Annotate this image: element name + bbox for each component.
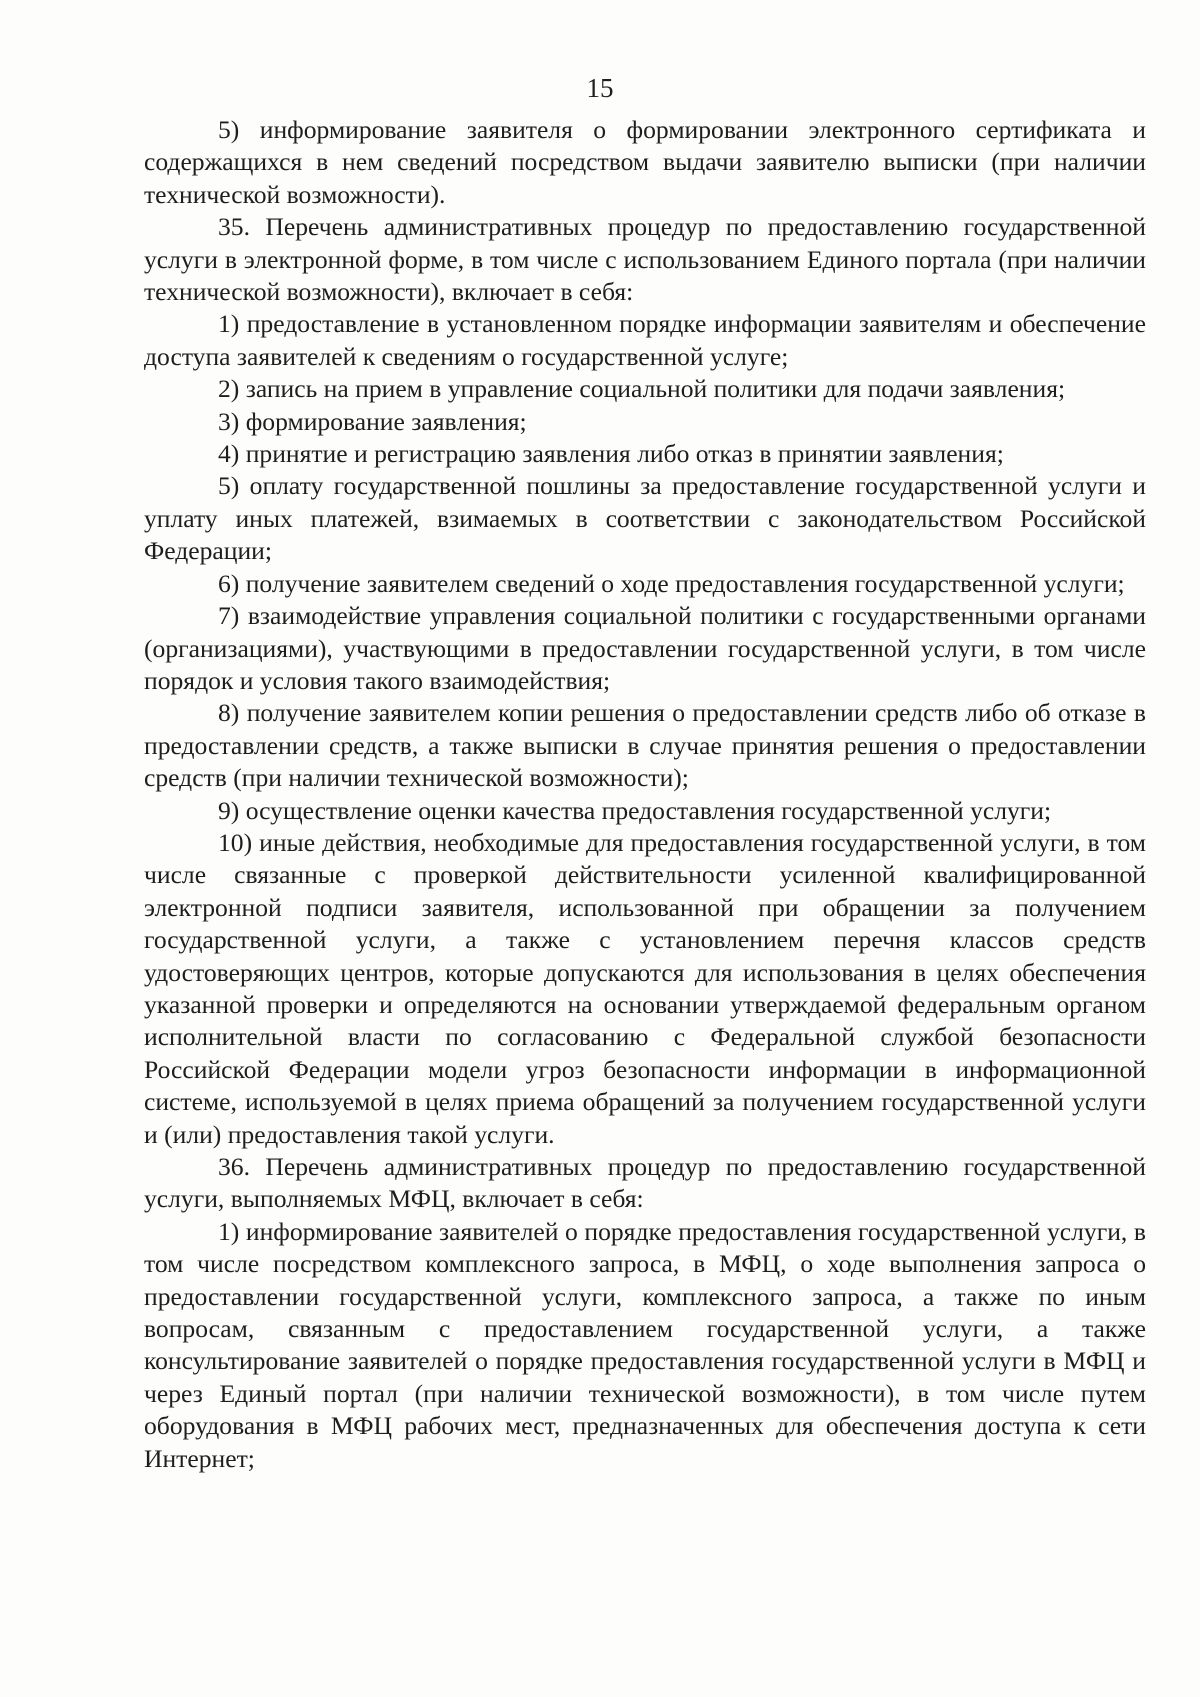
- paragraph-35-item-8: 8) получение заявителем копии решения о предоставлении средств либо об отказе в предоставлении средств, а также выписки в случае принятия решения о предоставлении средств (при наличии технической возможности);: [144, 698, 1146, 793]
- paragraph-35-item-7: 7) взаимодействие управления социальной политики с государственными органами (организациями), участвующими в предоставлении государственной услуги, в том числе порядок и условия такого взаимодействия;: [144, 601, 1146, 695]
- paragraph-35-item-6: 6) получение заявителем сведений о ходе предоставления государственной услуги;: [218, 568, 1125, 598]
- paragraph-35-item-9: 9) осуществление оценки качества предоставления государственной услуги;: [218, 795, 1052, 825]
- paragraph-item-5-certificate-info: 5) информирование заявителя о формировании электронного сертификата и содержащихся в нем сведений посредством выдачи заявителю выписки (при наличии технической возможности).: [144, 115, 1146, 209]
- paragraph-35-item-2: 2) запись на прием в управление социальной политики для подачи заявления;: [218, 374, 1066, 404]
- paragraph-35-item-5: 5) оплату государственной пошлины за предоставление государственной услуги и уплату иных платежей, взимаемых в соответствии с законодательством Российской Федерации;: [144, 471, 1146, 566]
- paragraph-35-item-3: 3) формирование заявления;: [218, 406, 527, 436]
- paragraph-36-item-1: 1) информирование заявителей о порядке предоставления государственной услуги, в том числе посредством комплексного запроса, в МФЦ, о ходе выполнения запроса о предоставлении государственной услуги, комплексного запроса, а также по иным вопросам, связанным с предоставлением государственной услуги, а также консультирование заявителей о порядке предоставления государственной услуги в МФЦ и через Единый портал (при наличии технической возможности), в том числе путем оборудования в МФЦ рабочих мест, предназначенных для обеспечения доступа к сети Интернет;: [144, 1216, 1146, 1473]
- paragraph-35-item-4: 4) принятие и регистрацию заявления либо отказ в принятии заявления;: [218, 439, 1004, 469]
- paragraph-36-heading: 36. Перечень административных процедур по предоставлению государственной услуги, выполняемых МФЦ, включает в себя:: [144, 1152, 1146, 1214]
- document-body: [144, 114, 1146, 1475]
- paragraph-35-heading: 35. Перечень административных процедур по предоставлению государственной услуги в электронной форме, в том числе с использованием Единого портала (при наличии технической возможности), включает в себя:: [144, 212, 1146, 307]
- paragraph-35-item-10: 10) иные действия, необходимые для предоставления государственной услуги, в том числе связанные с проверкой действительности усиленной квалифицированной электронной подписи заявителя, использованной при обращении за получением государственной услуги, а также с установлением перечня классов средств удостоверяющих центров, которые допускаются для использования в целях обеспечения указанной проверки и определяются на основании утверждаемой федеральным органом исполнительной власти по согласованию с Федеральной службой безопасности Российской Федерации модели угроз безопасности информации в информационной системе, используемой в целях приема обращений за получением государственной услуги и (или) предоставления такой услуги.: [144, 827, 1146, 1149]
- paragraph-35-item-1: 1) предоставление в установленном порядке информации заявителям и обеспечение доступа заявителей к сведениям о государственной услуге;: [144, 309, 1146, 371]
- page-number: 15: [586, 73, 614, 103]
